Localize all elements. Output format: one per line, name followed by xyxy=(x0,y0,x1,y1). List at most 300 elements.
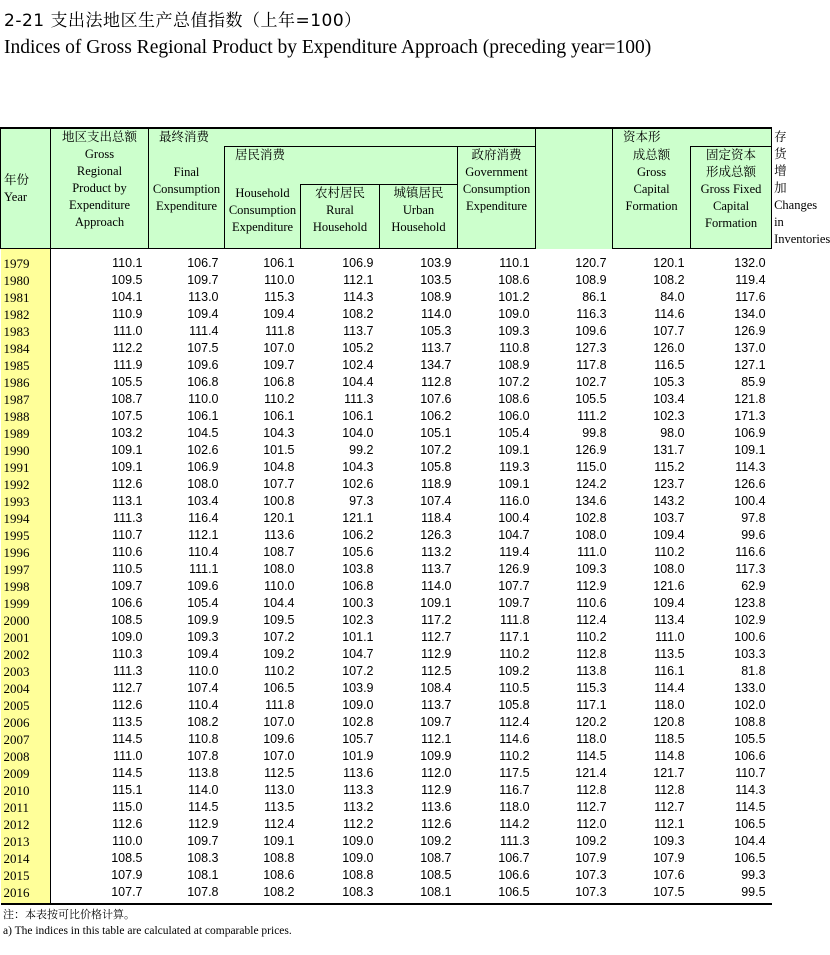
year-cell: 1998 xyxy=(1,578,51,595)
value-cell: 106.7 xyxy=(498,851,530,865)
value-cell: 171.3 xyxy=(734,409,766,423)
value-cell: 111.2 xyxy=(577,409,607,423)
value-cell: 114.3 xyxy=(735,783,766,797)
value-cell: 105.5 xyxy=(575,392,607,406)
value-cell: 109.2 xyxy=(575,834,607,848)
value-cell: 102.8 xyxy=(575,511,607,525)
value-cell: 112.8 xyxy=(421,375,452,389)
value-cell: 111.8 xyxy=(500,613,530,627)
value-cell: 108.6 xyxy=(263,868,295,882)
year-cell: 2016 xyxy=(1,884,51,904)
table-row xyxy=(1,680,772,697)
value-cell: 110.8 xyxy=(188,732,219,746)
value-cell: 107.0 xyxy=(263,715,295,729)
value-cell: 112.0 xyxy=(576,817,607,831)
table-row xyxy=(1,867,772,884)
value-cell: 108.2 xyxy=(187,715,219,729)
value-cell: 108.7 xyxy=(111,392,143,406)
value-cell: 113.5 xyxy=(654,647,685,661)
value-cell: 114.0 xyxy=(421,307,452,321)
value-cell: 107.3 xyxy=(536,884,613,904)
value-cell: 107.7 xyxy=(653,324,685,338)
value-cell: 115.3 xyxy=(264,290,295,304)
value-cell: 108.8 xyxy=(342,868,374,882)
year-cell: 1980 xyxy=(1,272,51,289)
value-cell: 120.1 xyxy=(263,511,295,525)
value-cell: 108.1 xyxy=(187,868,219,882)
value-cell: 112.7 xyxy=(112,681,143,695)
year-cell: 1982 xyxy=(1,306,51,323)
data-table: 年份 Year 地区支出总额 Gross Regional Product by Expenditure Approach 最终消费 资本形 存货增加 Changes in Inventories Final Consumption Expenditure 居民消费 政府消费 Government Consumption Expenditure 成总额 Gross Capital Formation 固定资本 形成总额 Gross Fixed Capital Formation Household Consumption Expenditure 农村居民 Rural Household 城镇居民 Urban Household 1979 110.1 106.7 106.1 106.9 103.9 110.1 120.7 120.1 132.0 1980 109.5 109.7 110.0 112.1 103.5 108.6 108.9 108.2 119.4 1981 104.1 113.0 115.3 114.3 108.9 101.2 86.1 84.0 117.6 1982 110.9 109.4 109.4 108.2 114.0 109.0 116.3 114.6 134.0 1983 111.0 111.4 111.8 113.7 105.3 109.3 109.6 107.7 126.9 1984 112.2 107.5 107.0 105.2 113.7 110.8 127.3 126.0 137.0 1985 111.9 109.6 109.7 102.4 134.7 108.9 117.8 116.5 127.1 1986 105.5 106.8 106.8 104.4 112.8 107.2 102.7 105.3 85.9 1987 108.7 110.0 110.2 111.3 107.6 108.6 105.5 103.4 121.8 1988 107.5 106.1 106.1 106.1 106.2 106.0 111.2 102.3 171.3 1989 103.2 104.5 104.3 104.0 105.1 105.4 99.8 98.0 106.9 1990 109.1 102.6 101.5 99.2 107.2 109.1 126.9 131.7 109.1 1991 109.1 106.9 104.8 104.3 105.8 119.3 115.0 115.2 114.3 1992 112.6 108.0 107.7 102.6 118.9 109.1 124.2 123.7 126.6 1993 113.1 103.4 100.8 97.3 107.4 116.0 134.6 143.2 100.4 1994 111.3 116.4 120.1 121.1 118.4 100.4 102.8 103.7 97.8 1995 110.7 112.1 113.6 106.2 126.3 104.7 108.0 109.4 99.6 1996 110.6 110.4 108.7 105.6 113.2 119.4 111.0 110.2 116.6 1997 110.5 111.1 108.0 103.8 113.7 126.9 109.3 108.0 117.3 1998 109.7 109.6 110.0 106.8 114.0 107.7 112.9 121.6 62.9 1999 106.6 105.4 104.4 100.3 109.1 109.7 110.6 109.4 123.8 2000 108.5 109.9 109.5 102.3 117.2 111.8 112.4 113.4 102.9 2001 109.0 109.3 107.2 101.1 112.7 117.1 110.2 111.0 100.6 2002 110.3 109.4 109.2 104.7 112.9 110.2 112.8 113.5 103.3 2003 111.3 110.0 110.2 107.2 112.5 109.2 113.8 116.1 81.8 2004 112.7 107.4 106.5 103.9 108.4 110.5 115.3 114.4 133.0 2005 112.6 110.4 111.8 109.0 113.7 105.8 117.1 118.0 102.0 2006 113.5 108.2 107.0 102.8 109.7 112.4 120.2 120.8 108.8 2007 114.5 110.8 109.6 105.7 112.1 114.6 118.0 118.5 105.5 2008 111.0 107.8 107.0 101.9 109.9 110.2 114.5 114.8 106.6 2009 114.5 113.8 112.5 113.6 112.0 117.5 121.4 121.7 110.7 2010 115.1 114.0 113.0 113.3 112.9 116.7 112.8 112.8 114.3 2011 115.0 114.5 113.5 113.2 113.6 118.0 112.7 112.7 114.5 2012 112.6 112.9 112.4 112.2 112.6 114.2 112.0 112.1 106.5 2013 110.0 109.7 109.1 109.0 109.2 111.3 109.2 109.3 104.4 2014 108.5 108.3 108.8 109.0 108.7 106.7 107.9 107.9 106.5 2015 107.9 108.1 108.6 108.8 108.5 106.6 107.3 107.6 99.3 2016 107.7 107.8 108.2 108.3 108.1 106.5 107.3 107.5 99.5 xyxy=(0,127,772,905)
value-cell: 106.6 xyxy=(734,749,766,763)
table-row xyxy=(1,357,772,374)
value-cell: 111.3 xyxy=(500,834,530,848)
value-cell: 105.2 xyxy=(342,341,374,355)
value-cell: 109.6 xyxy=(575,324,607,338)
value-cell: 113.6 xyxy=(264,528,295,542)
value-cell: 108.3 xyxy=(187,851,219,865)
year-cell: 2005 xyxy=(1,697,51,714)
value-cell: 106.6 xyxy=(111,596,143,610)
value-cell: 118.9 xyxy=(421,477,452,491)
value-cell: 113.6 xyxy=(421,800,452,814)
value-cell: 124.2 xyxy=(575,477,607,491)
value-cell: 112.8 xyxy=(654,783,685,797)
table-row xyxy=(1,306,772,323)
value-cell: 116.3 xyxy=(576,307,607,321)
value-cell: 108.9 xyxy=(575,273,607,287)
value-cell: 104.1 xyxy=(111,290,143,304)
year-cell: 1986 xyxy=(1,374,51,391)
value-cell: 108.8 xyxy=(263,851,295,865)
value-cell: 106.6 xyxy=(498,868,530,882)
value-cell: 110.2 xyxy=(654,545,685,559)
table-row xyxy=(1,374,772,391)
value-cell: 109.7 xyxy=(187,834,219,848)
table-row xyxy=(1,408,772,425)
value-cell: 110.6 xyxy=(112,545,143,559)
value-cell: 112.9 xyxy=(421,647,452,661)
value-cell: 113.7 xyxy=(421,341,452,355)
value-cell: 106.2 xyxy=(420,409,452,423)
value-cell: 112.6 xyxy=(112,698,143,712)
value-cell: 112.6 xyxy=(112,817,143,831)
value-cell: 103.9 xyxy=(342,681,374,695)
value-cell: 106.1 xyxy=(342,409,374,423)
table-row xyxy=(1,697,772,714)
value-cell: 109.7 xyxy=(187,273,219,287)
value-cell: 109.0 xyxy=(111,630,143,644)
value-cell: 86.1 xyxy=(582,290,607,304)
value-cell: 116.6 xyxy=(735,545,766,559)
value-cell: 106.5 xyxy=(734,851,766,865)
value-cell: 109.3 xyxy=(498,324,530,338)
value-cell: 121.8 xyxy=(734,392,766,406)
table-row xyxy=(1,578,772,595)
value-cell: 107.7 xyxy=(51,884,149,904)
value-cell: 115.3 xyxy=(576,681,607,695)
value-cell: 109.1 xyxy=(420,596,452,610)
value-cell: 120.8 xyxy=(653,715,685,729)
value-cell: 100.3 xyxy=(342,596,374,610)
value-cell: 109.0 xyxy=(498,307,530,321)
value-cell: 109.1 xyxy=(734,443,766,457)
value-cell: 109.1 xyxy=(498,477,530,491)
value-cell: 110.6 xyxy=(576,596,607,610)
value-cell: 101.1 xyxy=(342,630,374,644)
table-row xyxy=(1,612,772,629)
value-cell: 117.1 xyxy=(576,698,607,712)
value-cell: 114.8 xyxy=(654,749,685,763)
value-cell: 104.5 xyxy=(187,426,219,440)
value-cell: 107.2 xyxy=(263,630,295,644)
value-cell: 109.6 xyxy=(187,358,219,372)
value-cell: 117.8 xyxy=(576,358,607,372)
value-cell: 114.3 xyxy=(343,290,374,304)
value-cell: 114.5 xyxy=(576,749,607,763)
value-cell: 119.4 xyxy=(735,273,766,287)
value-cell: 106.8 xyxy=(187,375,219,389)
table-row xyxy=(1,340,772,357)
value-cell: 112.5 xyxy=(264,766,295,780)
value-cell: 109.2 xyxy=(263,647,295,661)
value-cell: 106.5 xyxy=(734,817,766,831)
value-cell: 109.7 xyxy=(420,715,452,729)
header-rural: 农村居民 Rural Household xyxy=(301,185,380,249)
value-cell: 103.9 xyxy=(420,256,452,270)
value-cell: 113.5 xyxy=(264,800,295,814)
value-cell: 109.9 xyxy=(420,749,452,763)
value-cell: 106.1 xyxy=(187,409,219,423)
value-cell: 108.5 xyxy=(111,851,143,865)
value-cell: 119.3 xyxy=(499,460,530,474)
header-government: 政府消费 Government Consumption Expenditure xyxy=(458,147,536,249)
value-cell: 105.4 xyxy=(187,596,219,610)
value-cell: 116.5 xyxy=(654,358,685,372)
value-cell: 85.9 xyxy=(741,375,766,389)
value-cell: 97.3 xyxy=(349,494,374,508)
value-cell: 133.0 xyxy=(734,681,766,695)
header-spacer xyxy=(536,128,613,249)
value-cell: 110.0 xyxy=(112,834,143,848)
header-household: Household Consumption Expenditure xyxy=(225,185,301,249)
value-cell: 114.0 xyxy=(188,783,219,797)
year-cell: 1988 xyxy=(1,408,51,425)
value-cell: 107.2 xyxy=(342,664,374,678)
table-row xyxy=(1,595,772,612)
value-cell: 113.8 xyxy=(188,766,219,780)
value-cell: 131.7 xyxy=(653,443,685,457)
table-row xyxy=(1,884,772,904)
value-cell: 113.1 xyxy=(112,494,143,508)
table-row xyxy=(1,323,772,340)
value-cell: 107.8 xyxy=(187,749,219,763)
value-cell: 105.6 xyxy=(342,545,374,559)
value-cell: 106.8 xyxy=(342,579,374,593)
value-cell: 117.1 xyxy=(499,630,530,644)
value-cell: 99.8 xyxy=(582,426,607,440)
value-cell: 111.0 xyxy=(655,630,685,644)
value-cell: 107.5 xyxy=(111,409,143,423)
value-cell: 108.6 xyxy=(498,273,530,287)
value-cell: 109.3 xyxy=(187,630,219,644)
value-cell: 127.3 xyxy=(575,341,607,355)
value-cell: 109.3 xyxy=(575,562,607,576)
value-cell: 111.3 xyxy=(113,664,143,678)
value-cell: 126.9 xyxy=(734,324,766,338)
value-cell: 105.3 xyxy=(420,324,452,338)
value-cell: 109.1 xyxy=(498,443,530,457)
table-row xyxy=(1,476,772,493)
value-cell: 110.3 xyxy=(112,647,143,661)
value-cell: 97.8 xyxy=(741,511,766,525)
value-cell: 112.6 xyxy=(421,817,452,831)
header-grp: 地区支出总额 Gross Regional Product by Expenditure Approach xyxy=(51,128,149,249)
value-cell: 112.1 xyxy=(654,817,685,831)
table-row xyxy=(1,527,772,544)
year-cell: 2007 xyxy=(1,731,51,748)
value-cell: 111.9 xyxy=(113,358,143,372)
value-cell: 102.3 xyxy=(653,409,685,423)
year-cell: 1999 xyxy=(1,595,51,612)
value-cell: 121.7 xyxy=(653,766,685,780)
value-cell: 120.2 xyxy=(575,715,607,729)
value-cell: 105.5 xyxy=(111,375,143,389)
value-cell: 109.3 xyxy=(653,834,685,848)
value-cell: 102.0 xyxy=(734,698,766,712)
value-cell: 108.2 xyxy=(225,884,301,904)
value-cell: 112.1 xyxy=(421,732,452,746)
header-capital-group: 资本形 xyxy=(613,128,772,147)
value-cell: 107.7 xyxy=(263,477,295,491)
value-cell: 112.2 xyxy=(343,817,374,831)
year-cell: 1992 xyxy=(1,476,51,493)
value-cell: 105.8 xyxy=(498,698,530,712)
value-cell: 108.8 xyxy=(734,715,766,729)
table-row xyxy=(1,663,772,680)
value-cell: 112.9 xyxy=(576,579,607,593)
value-cell: 123.7 xyxy=(653,477,685,491)
value-cell: 115.0 xyxy=(112,800,143,814)
value-cell: 120.7 xyxy=(575,255,607,270)
value-cell: 114.5 xyxy=(112,732,143,746)
value-cell: 109.0 xyxy=(342,834,374,848)
value-cell: 106.5 xyxy=(458,884,536,904)
header-fixed: 固定资本 形成总额 Gross Fixed Capital Formation xyxy=(691,147,772,249)
value-cell: 108.3 xyxy=(301,884,380,904)
value-cell: 109.1 xyxy=(263,834,295,848)
value-cell: 104.0 xyxy=(342,426,374,440)
value-cell: 112.9 xyxy=(188,817,219,831)
table-row xyxy=(1,833,772,850)
table-row xyxy=(1,544,772,561)
value-cell: 112.7 xyxy=(654,800,685,814)
value-cell: 108.6 xyxy=(498,392,530,406)
value-cell: 107.9 xyxy=(575,851,607,865)
value-cell: 104.3 xyxy=(342,460,374,474)
value-cell: 108.0 xyxy=(653,562,685,576)
value-cell: 114.2 xyxy=(499,817,530,831)
value-cell: 116.4 xyxy=(188,511,219,525)
value-cell: 113.8 xyxy=(576,664,607,678)
value-cell: 112.9 xyxy=(421,783,452,797)
value-cell: 107.2 xyxy=(498,375,530,389)
table-row xyxy=(1,425,772,442)
value-cell: 107.4 xyxy=(420,494,452,508)
value-cell: 106.1 xyxy=(263,256,295,270)
table-row xyxy=(1,391,772,408)
value-cell: 109.1 xyxy=(111,460,143,474)
header-final-group: 最终消费 xyxy=(149,128,536,147)
value-cell: 114.5 xyxy=(188,800,219,814)
value-cell: 109.2 xyxy=(498,664,530,678)
year-cell: 1995 xyxy=(1,527,51,544)
header-final: Final Consumption Expenditure xyxy=(149,147,225,249)
value-cell: 115.2 xyxy=(654,460,685,474)
year-cell: 2004 xyxy=(1,680,51,697)
value-cell: 118.4 xyxy=(421,511,452,525)
value-cell: 115.1 xyxy=(112,783,143,797)
table-row xyxy=(1,765,772,782)
footnote-en: a) The indices in this table are calculated at comparable prices. xyxy=(3,925,292,937)
value-cell: 110.1 xyxy=(499,256,530,270)
value-cell: 112.4 xyxy=(576,613,607,627)
value-cell: 109.1 xyxy=(111,443,143,457)
value-cell: 116.0 xyxy=(499,494,530,508)
value-cell: 108.7 xyxy=(263,545,295,559)
value-cell: 109.0 xyxy=(342,851,374,865)
year-cell: 2006 xyxy=(1,714,51,731)
value-cell: 99.5 xyxy=(691,884,772,904)
value-cell: 123.8 xyxy=(734,596,766,610)
value-cell: 108.9 xyxy=(498,358,530,372)
value-cell: 103.7 xyxy=(653,511,685,525)
value-cell: 113.3 xyxy=(343,783,374,797)
value-cell: 107.2 xyxy=(420,443,452,457)
value-cell: 113.7 xyxy=(421,562,452,576)
value-cell: 121.1 xyxy=(342,511,374,525)
value-cell: 112.4 xyxy=(499,715,530,729)
value-cell: 108.2 xyxy=(342,307,374,321)
value-cell: 114.0 xyxy=(421,579,452,593)
value-cell: 126.3 xyxy=(420,528,452,542)
value-cell: 111.0 xyxy=(113,749,143,763)
value-cell: 101.5 xyxy=(263,443,295,457)
value-cell: 118.0 xyxy=(576,732,607,746)
year-cell: 2011 xyxy=(1,799,51,816)
value-cell: 108.5 xyxy=(111,613,143,627)
year-cell: 2001 xyxy=(1,629,51,646)
value-cell: 107.0 xyxy=(263,341,295,355)
value-cell: 110.2 xyxy=(499,647,530,661)
value-cell: 103.3 xyxy=(734,647,766,661)
value-cell: 126.0 xyxy=(653,341,685,355)
value-cell: 108.0 xyxy=(187,477,219,491)
value-cell: 118.0 xyxy=(654,698,685,712)
year-cell: 2014 xyxy=(1,850,51,867)
value-cell: 113.7 xyxy=(421,698,452,712)
value-cell: 111.3 xyxy=(344,392,374,406)
value-cell: 111.4 xyxy=(189,324,219,338)
table-row xyxy=(1,561,772,578)
value-cell: 127.1 xyxy=(734,358,766,372)
value-cell: 110.5 xyxy=(499,681,530,695)
value-cell: 117.3 xyxy=(735,562,766,576)
value-cell: 103.2 xyxy=(111,426,143,440)
value-cell: 113.5 xyxy=(112,715,143,729)
value-cell: 110.2 xyxy=(264,664,295,678)
value-cell: 105.3 xyxy=(653,375,685,389)
value-cell: 137.0 xyxy=(734,341,766,355)
value-cell: 98.0 xyxy=(660,426,685,440)
value-cell: 106.2 xyxy=(342,528,374,542)
value-cell: 109.9 xyxy=(187,613,219,627)
value-cell: 107.5 xyxy=(613,884,691,904)
value-cell: 112.1 xyxy=(343,273,374,287)
value-cell: 104.4 xyxy=(342,375,374,389)
value-cell: 62.9 xyxy=(741,579,766,593)
value-cell: 113.0 xyxy=(188,290,219,304)
value-cell: 110.4 xyxy=(188,545,219,559)
value-cell: 113.2 xyxy=(343,800,374,814)
value-cell: 104.4 xyxy=(734,834,766,848)
value-cell: 113.0 xyxy=(264,783,295,797)
value-cell: 104.7 xyxy=(498,528,530,542)
footnote-cn: 注：本表按可比价格计算。 xyxy=(3,908,135,921)
value-cell: 115.0 xyxy=(576,460,607,474)
value-cell: 110.0 xyxy=(188,664,219,678)
header-year: 年份 Year xyxy=(1,128,51,249)
value-cell: 103.8 xyxy=(342,562,374,576)
value-cell: 109.7 xyxy=(498,596,530,610)
value-cell: 112.0 xyxy=(421,766,452,780)
value-cell: 110.2 xyxy=(499,749,530,763)
value-cell: 110.7 xyxy=(112,528,143,542)
value-cell: 109.5 xyxy=(111,273,143,287)
table-row xyxy=(1,799,772,816)
year-cell: 1994 xyxy=(1,510,51,527)
year-cell: 1997 xyxy=(1,561,51,578)
value-cell: 110.7 xyxy=(735,766,766,780)
value-cell: 107.0 xyxy=(263,749,295,763)
value-cell: 104.3 xyxy=(263,426,295,440)
value-cell: 113.7 xyxy=(343,324,374,338)
value-cell: 112.7 xyxy=(421,630,452,644)
value-cell: 121.4 xyxy=(575,766,607,780)
value-cell: 107.7 xyxy=(498,579,530,593)
year-cell: 1983 xyxy=(1,323,51,340)
value-cell: 117.5 xyxy=(499,766,530,780)
value-cell: 110.0 xyxy=(264,579,295,593)
value-cell: 110.9 xyxy=(112,307,143,321)
value-cell: 103.5 xyxy=(420,273,452,287)
table-row xyxy=(1,442,772,459)
value-cell: 104.4 xyxy=(263,596,295,610)
year-cell: 2002 xyxy=(1,646,51,663)
value-cell: 110.0 xyxy=(188,392,219,406)
year-cell: 1979 xyxy=(1,249,51,273)
value-cell: 114.4 xyxy=(654,681,685,695)
value-cell: 99.3 xyxy=(741,868,766,882)
table-row xyxy=(1,493,772,510)
table-row xyxy=(1,646,772,663)
value-cell: 120.1 xyxy=(653,256,685,270)
year-cell: 1993 xyxy=(1,493,51,510)
value-cell: 106.8 xyxy=(263,375,295,389)
value-cell: 106.0 xyxy=(498,409,530,423)
value-cell: 100.6 xyxy=(734,630,766,644)
value-cell: 109.2 xyxy=(420,834,452,848)
